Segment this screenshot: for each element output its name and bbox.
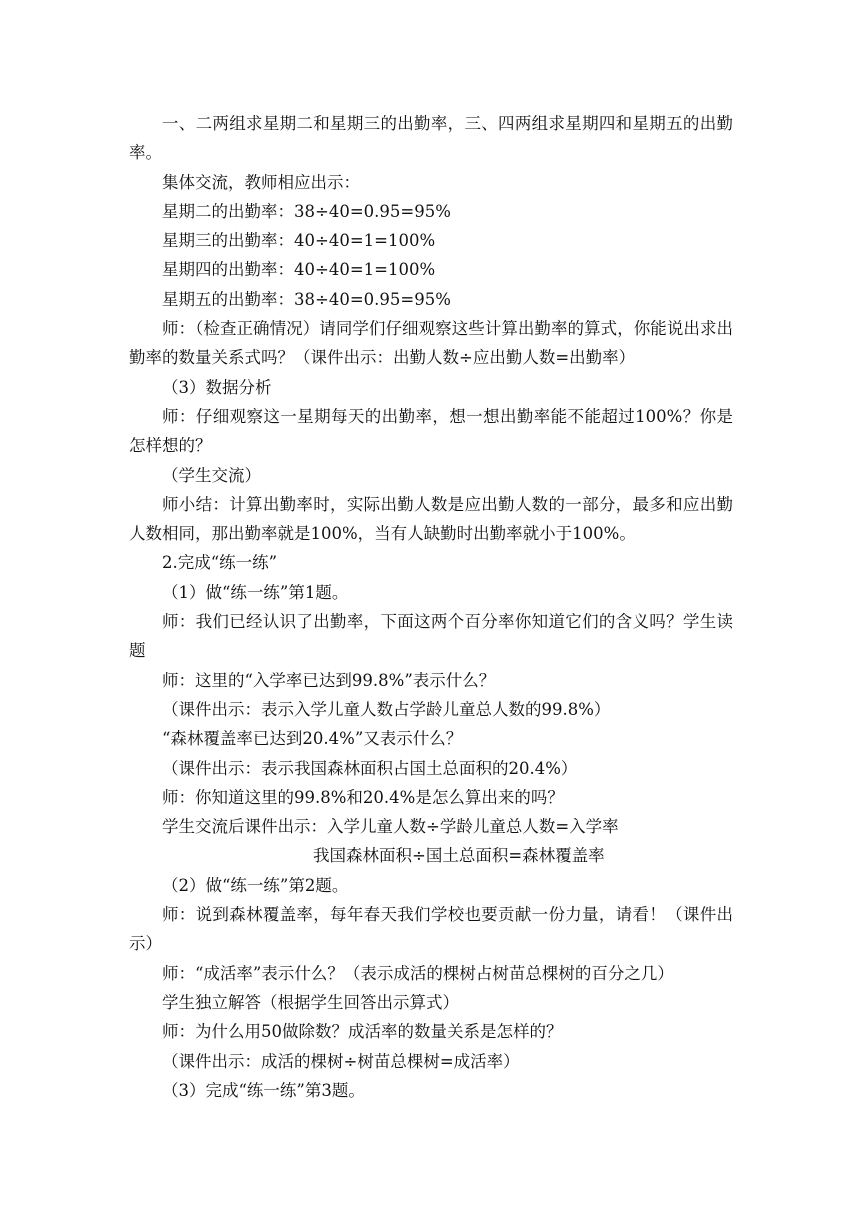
paragraph-forest-formula: 我国森林面积÷国土总面积=森林覆盖率	[313, 846, 605, 866]
paragraph-calculation-question: 师：你知道这里的99.8%和20.4%是怎么算出来的吗？	[162, 787, 564, 807]
paragraph-teacher-percent-meaning: 师：我们已经认识了出勤率，下面这两个百分率你知道它们的含义吗？学生读题	[129, 612, 733, 661]
paragraph-student-solve: 学生独立解答（根据学生回答出示算式）	[162, 992, 459, 1012]
paragraph-data-analysis-heading: （3）数据分析	[162, 377, 272, 397]
paragraph-practice-heading: 2.完成“练一练”	[162, 553, 278, 573]
paragraph-teacher-summary: 师小结：计算出勤率时，实际出勤人数是应出勤人数的一部分，最多和应出勤人数相同，那出勤率就是100%，当有人缺勤时出勤率就小于100%。	[129, 494, 733, 544]
paragraph-teacher-formula-question: 师：（检查正确情况）请同学们仔细观察这些计算出勤率的算式，你能说出求出勤率的数量关系式吗？（课件出示：出勤人数÷应出勤人数=出勤率）	[129, 319, 733, 368]
document-body	[129, 109, 733, 1105]
paragraph-student-exchange: （学生交流）	[162, 465, 261, 485]
paragraph-wednesday-rate: 星期三的出勤率：40÷40=1=100%	[162, 231, 436, 251]
paragraph-divisor-question: 师：为什么用50做除数？成活率的数量关系是怎样的？	[162, 1022, 563, 1042]
paragraph-friday-rate: 星期五的出勤率：38÷40=0.95=95%	[162, 289, 451, 309]
paragraph-practice-q1: （1）做“练一练”第1题。	[162, 582, 349, 602]
paragraph-survival-formula: （课件出示：成活的棵树÷树苗总棵树=成活率）	[162, 1051, 520, 1071]
paragraph-enrollment-answer: （课件出示：表示入学儿童人数占学龄儿童总人数的99.8%）	[162, 699, 611, 719]
paragraph-survival-rate-question: 师：“成活率”表示什么？（表示成活的棵树占树苗总棵树的百分之几）	[162, 963, 674, 983]
paragraph-practice-q3: （3）完成“练一练”第3题。	[162, 1080, 365, 1100]
paragraph-practice-q2: （2）做“练一练”第2题。	[162, 875, 349, 895]
paragraph-group-task: 一、二两组求星期二和星期三的出勤率，三、四两组求星期四和星期五的出勤率。	[129, 114, 733, 163]
paragraph-enrollment-formula: 学生交流后课件出示：入学儿童人数÷学龄儿童总人数=入学率	[162, 817, 619, 837]
paragraph-teacher-forest-contribution: 师：说到森林覆盖率，每年春天我们学校也要贡献一份力量，请看！（课件出示）	[129, 905, 733, 954]
paragraph-thursday-rate: 星期四的出勤率：40÷40=1=100%	[162, 260, 436, 280]
paragraph-tuesday-rate: 星期二的出勤率：38÷40=0.95=95%	[162, 201, 451, 221]
paragraph-forest-answer: （课件出示：表示我国森林面积占国土总面积的20.4%）	[162, 758, 578, 778]
paragraph-collective-exchange: 集体交流，教师相应出示：	[162, 172, 360, 192]
paragraph-teacher-observe: 师：仔细观察这一星期每天的出勤率，想一想出勤率能不能超过100%？你是怎样想的？	[129, 406, 733, 456]
paragraph-forest-question: “森林覆盖率已达到20.4%”又表示什么？	[162, 729, 463, 749]
paragraph-enrollment-question: 师：这里的“入学率已达到99.8%”表示什么？	[162, 670, 496, 690]
